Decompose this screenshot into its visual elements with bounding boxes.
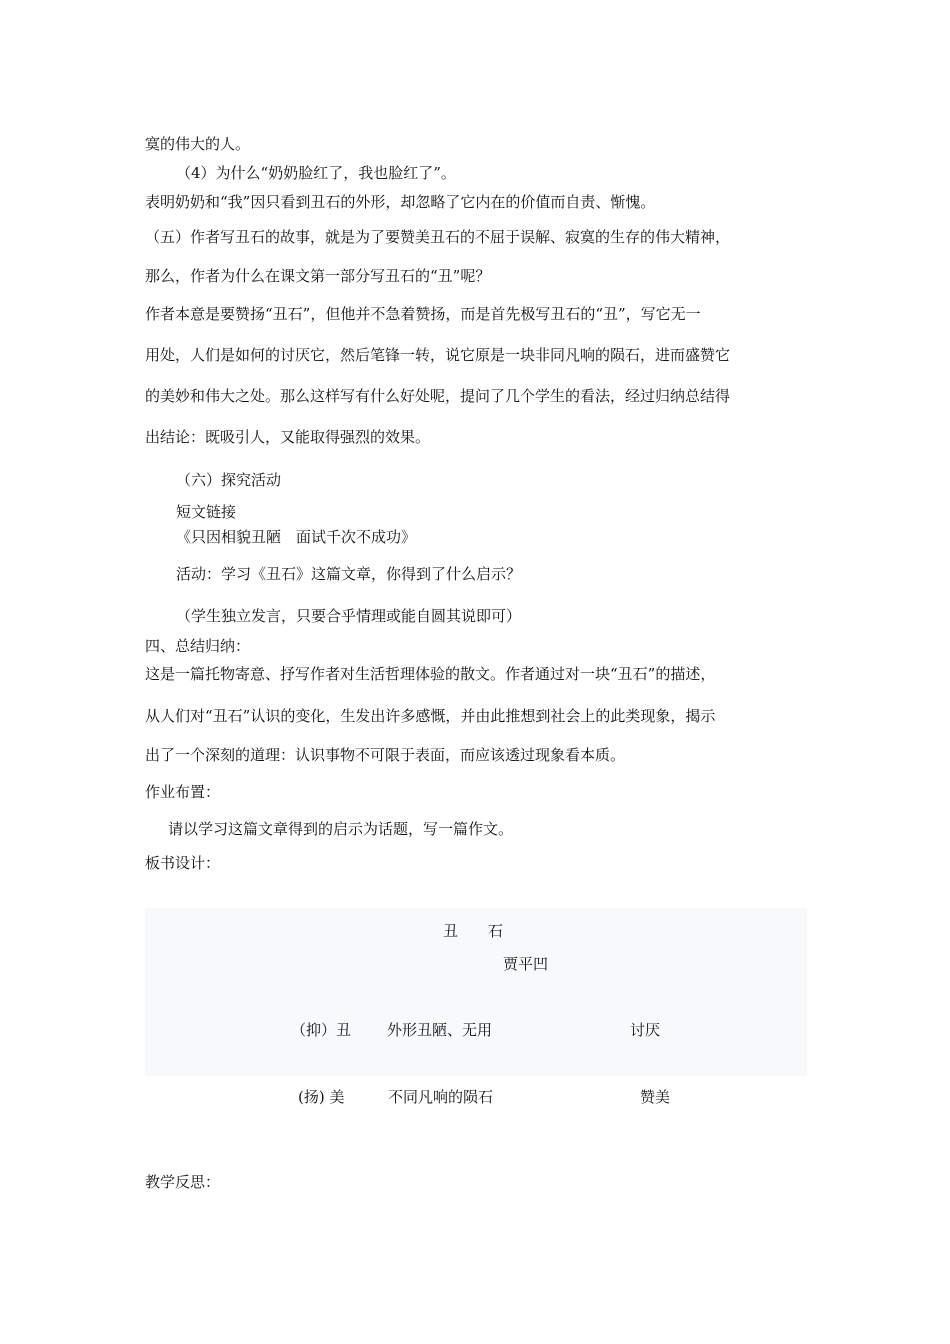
- board-row1-desc: 外形丑陋、无用: [387, 1021, 493, 1039]
- section-heading-summary: 四、总结归纳：: [145, 637, 251, 655]
- section-6-heading: （六）探究活动: [176, 471, 282, 489]
- section-5-heading: （五）作者写丑石的故事，就是为了要赞美丑石的不屈于误解、寂寞的生存的伟大精神，: [145, 228, 731, 246]
- board-design-heading: 板书设计：: [145, 854, 221, 872]
- paragraph-line: 从人们对“丑石”认识的变化，生发出许多感慨，并由此推想到社会上的此类现象，揭示: [145, 707, 716, 725]
- question-4: （4）为什么“奶奶脸红了，我也脸红了”。: [176, 164, 456, 182]
- board-row1-label: （抑）丑: [291, 1021, 352, 1039]
- board-author: 贾平凹: [503, 955, 549, 973]
- paragraph-line: 出结论：既吸引人，又能取得强烈的效果。: [145, 428, 431, 446]
- board-row1-result: 讨厌: [630, 1021, 661, 1039]
- paragraph-line: 短文链接: [176, 503, 237, 521]
- homework-heading: 作业布置：: [145, 783, 221, 801]
- paragraph-line: （学生独立发言，只要合乎情理或能自圆其说即可）: [176, 607, 522, 625]
- paragraph-line: 这是一篇托物寄意、抒写作者对生活哲理体验的散文。作者通过对一块“丑石”的描述，: [145, 665, 716, 683]
- board-row2-result: 赞美: [640, 1088, 671, 1106]
- paragraph-line: 那么，作者为什么在课文第一部分写丑石的“丑”呢？: [145, 267, 491, 285]
- paragraph-line: 的美妙和伟大之处。那么这样写有什么好处呢，提问了几个学生的看法，经过归纳总结得: [145, 387, 731, 405]
- paragraph-line: 寞的伟大的人。: [145, 135, 251, 153]
- homework-text: 请以学习这篇文章得到的启示为话题，写一篇作文。: [168, 820, 514, 838]
- board-title: 丑 石: [443, 922, 504, 940]
- reflection-heading: 教学反思：: [145, 1173, 221, 1191]
- article-title: 《只因相貌丑陋 面试千次不成功》: [176, 528, 417, 546]
- board-row2-label: (扬) 美: [298, 1088, 345, 1106]
- board-design: [145, 908, 807, 1076]
- board-row2-desc: 不同凡响的陨石: [388, 1088, 494, 1106]
- paragraph-line: 用处，人们是如何的讨厌它，然后笔锋一转，说它原是一块非同凡响的陨石，进而盛赞它: [145, 346, 731, 364]
- paragraph-line: 出了一个深刻的道理：认识事物不可限于表面，而应该透过现象看本质。: [145, 746, 626, 764]
- answer-4: 表明奶奶和“我”因只看到丑石的外形，却忽略了它内在的价值而自责、惭愧。: [145, 193, 656, 211]
- activity-prompt: 活动：学习《丑石》这篇文章，你得到了什么启示？: [176, 565, 522, 583]
- paragraph-line: 作者本意是要赞扬“丑石”，但他并不急着赞扬，而是首先极写丑石的“丑”，写它无一: [145, 305, 701, 323]
